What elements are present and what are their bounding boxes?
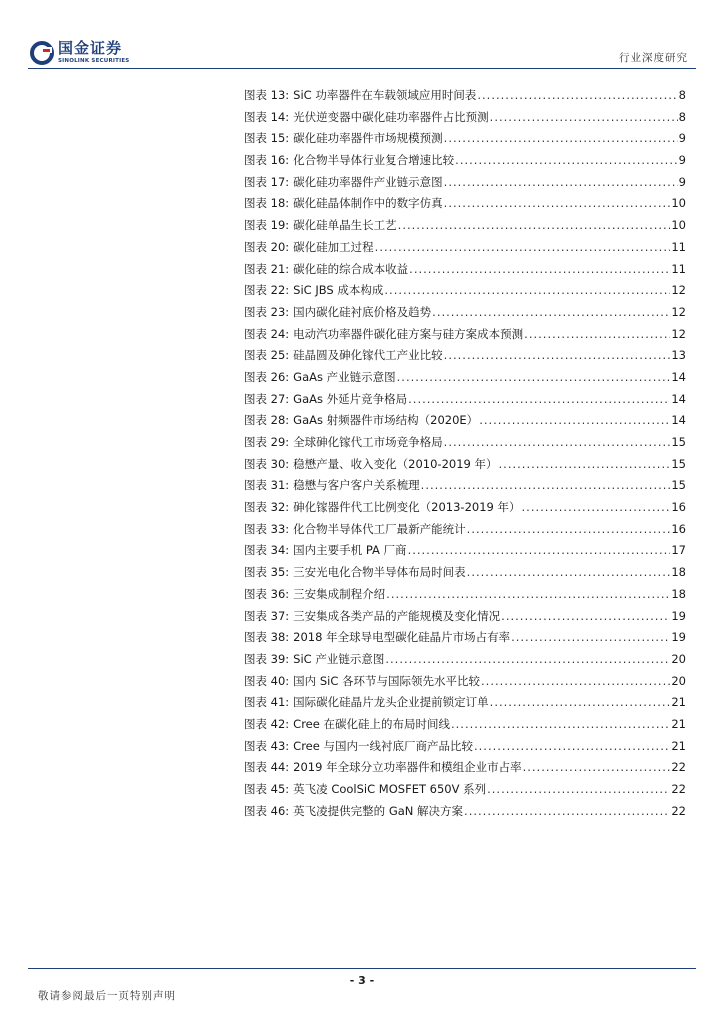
toc-figure-label: 图表 20: bbox=[244, 239, 290, 254]
header-divider bbox=[28, 68, 696, 69]
toc-page-number: 21 bbox=[671, 695, 686, 710]
toc-figure-title: 稳懋产量、收入变化（2010-2019 年） bbox=[293, 456, 498, 471]
toc-figure-title: 化合物半导体代工厂最新产能统计 bbox=[293, 521, 466, 536]
toc-entry[interactable] bbox=[244, 759, 686, 781]
toc-figure-label: 图表 22: bbox=[244, 283, 290, 298]
toc-leader-dots bbox=[467, 565, 671, 579]
toc-figure-label: 图表 35: bbox=[244, 565, 290, 580]
toc-page-number: 12 bbox=[671, 326, 686, 341]
toc-page-number: 16 bbox=[671, 521, 686, 536]
toc-figure-label: 图表 38: bbox=[244, 630, 290, 645]
toc-figure-label: 图表 21: bbox=[244, 261, 290, 276]
toc-entry[interactable] bbox=[244, 716, 686, 738]
toc-page-number: 8 bbox=[678, 88, 686, 102]
toc-entry[interactable] bbox=[244, 499, 686, 521]
toc-page-number: 14 bbox=[671, 413, 686, 428]
toc-leader-dots bbox=[490, 110, 678, 124]
toc-figure-title: 稳懋与客户客户关系梳理 bbox=[293, 478, 420, 493]
toc-figure-label: 图表 45: bbox=[244, 782, 290, 796]
toc-figure-title: 2019 年全球分立功率器件和模组企业市占率 bbox=[293, 760, 522, 775]
toc-page-number: 21 bbox=[671, 738, 686, 753]
toc-leader-dots bbox=[451, 717, 670, 731]
toc-figure-label: 图表 40: bbox=[244, 673, 290, 688]
toc-leader-dots bbox=[499, 457, 671, 471]
toc-entry[interactable] bbox=[244, 174, 686, 196]
toc-leader-dots bbox=[501, 609, 670, 623]
toc-leader-dots bbox=[477, 88, 677, 102]
toc-page-number: 11 bbox=[671, 261, 686, 276]
toc-figure-title: 国内主要手机 PA 厂商 bbox=[293, 543, 407, 558]
toc-entry[interactable] bbox=[244, 477, 686, 499]
toc-figure-label: 图表 15: bbox=[244, 131, 290, 146]
toc-leader-dots bbox=[464, 804, 670, 818]
toc-figure-label: 图表 29: bbox=[244, 435, 290, 449]
toc-page-number: 14 bbox=[671, 391, 686, 406]
toc-leader-dots bbox=[409, 262, 670, 276]
toc-page-number: 9 bbox=[678, 174, 686, 189]
toc-figure-label: 图表 41: bbox=[244, 695, 290, 710]
toc-figure-title: Cree 在碳化硅上的布局时间线 bbox=[293, 716, 450, 731]
toc-figure-label: 图表 46: bbox=[244, 803, 290, 818]
toc-leader-dots bbox=[384, 283, 670, 297]
toc-entry[interactable] bbox=[244, 651, 686, 673]
toc-figure-title: SiC JBS 成本构成 bbox=[293, 283, 384, 298]
toc-entry[interactable] bbox=[244, 673, 686, 695]
toc-page-number: 14 bbox=[671, 369, 686, 384]
toc-figure-label: 图表 44: bbox=[244, 760, 290, 775]
toc-figure-title: GaAs 射频器件市场结构（2020E） bbox=[293, 413, 479, 428]
toc-figure-title: 碳化硅功率器件市场规模预测 bbox=[293, 131, 443, 146]
toc-figure-title: 硅晶圆及砷化镓代工产业比较 bbox=[293, 348, 443, 363]
toc-page-number: 10 bbox=[671, 196, 686, 211]
toc-entry[interactable] bbox=[244, 781, 686, 803]
toc-entry[interactable] bbox=[244, 803, 686, 825]
toc-page-number: 15 bbox=[671, 435, 686, 449]
toc-entry[interactable] bbox=[244, 434, 686, 456]
toc-figure-label: 图表 26: bbox=[244, 369, 290, 384]
toc-entry[interactable] bbox=[244, 369, 686, 391]
toc-entry[interactable] bbox=[244, 261, 686, 283]
toc-figure-label: 图表 13: bbox=[244, 88, 290, 102]
toc-entry[interactable] bbox=[244, 87, 686, 109]
toc-figure-label: 图表 36: bbox=[244, 586, 290, 601]
toc-entry[interactable] bbox=[244, 391, 686, 413]
logo-english-name: SINOLINK SECURITIES bbox=[58, 58, 130, 65]
toc-figure-label: 图表 14: bbox=[244, 109, 290, 124]
toc-page-number: 18 bbox=[671, 586, 686, 601]
toc-leader-dots bbox=[444, 348, 671, 362]
toc-leader-dots bbox=[408, 543, 671, 557]
toc-figure-title: GaAs 外延片竞争格局 bbox=[293, 391, 408, 406]
toc-figure-title: GaAs 产业链示意图 bbox=[293, 369, 396, 384]
toc-figure-label: 图表 17: bbox=[244, 174, 290, 189]
toc-figure-title: 国际碳化硅晶片龙头企业提前锁定订单 bbox=[293, 695, 489, 710]
toc-page-number: 16 bbox=[671, 500, 686, 515]
toc-page-number: 12 bbox=[671, 283, 686, 298]
company-logo bbox=[30, 41, 129, 65]
toc-leader-dots bbox=[444, 175, 678, 189]
toc-page-number: 10 bbox=[671, 218, 686, 233]
toc-figure-label: 图表 34: bbox=[244, 543, 290, 558]
toc-leader-dots bbox=[524, 327, 670, 341]
toc-leader-dots bbox=[375, 240, 671, 254]
toc-page-number: 19 bbox=[671, 608, 686, 623]
toc-figure-title: 英飞凌 CoolSiC MOSFET 650V 系列 bbox=[293, 782, 487, 796]
toc-leader-dots bbox=[432, 305, 670, 319]
toc-entry[interactable] bbox=[244, 456, 686, 478]
toc-figure-title: 2018 年全球导电型碳化硅晶片市场占有率 bbox=[293, 630, 511, 645]
toc-page-number: 13 bbox=[671, 348, 686, 363]
toc-page-number: 11 bbox=[671, 239, 686, 254]
toc-entry[interactable] bbox=[244, 239, 686, 261]
toc-figure-label: 图表 27: bbox=[244, 391, 290, 406]
toc-entry[interactable] bbox=[244, 130, 686, 152]
toc-figure-title: 电动汽功率器件碳化硅方案与硅方案成本预测 bbox=[293, 326, 524, 341]
toc-entry[interactable] bbox=[244, 304, 686, 326]
toc-figure-title: 碳化硅加工过程 bbox=[293, 239, 374, 254]
disclaimer-note: 敬请参阅最后一页特别声明 bbox=[38, 990, 176, 1002]
toc-figure-title: 光伏逆变器中碳化硅功率器件占比预测 bbox=[293, 109, 489, 124]
toc-figure-label: 图表 42: bbox=[244, 716, 290, 731]
toc-leader-dots bbox=[490, 695, 671, 709]
toc-entry[interactable] bbox=[244, 217, 686, 239]
footer-divider bbox=[28, 968, 696, 969]
toc-figure-label: 图表 18: bbox=[244, 196, 290, 211]
toc-page-number: 22 bbox=[671, 782, 686, 796]
toc-figure-label: 图表 16: bbox=[244, 153, 290, 168]
toc-page-number: 18 bbox=[671, 565, 686, 580]
toc-figure-title: 三安集成各类产品的产能规模及变化情况 bbox=[293, 608, 501, 623]
toc-figure-label: 图表 24: bbox=[244, 326, 290, 341]
toc-entry[interactable] bbox=[244, 521, 686, 543]
toc-leader-dots bbox=[522, 500, 671, 514]
page-header bbox=[0, 0, 724, 70]
toc-entry[interactable] bbox=[244, 694, 686, 716]
toc-page-number: 22 bbox=[671, 760, 686, 775]
toc-figure-label: 图表 25: bbox=[244, 348, 290, 363]
toc-leader-dots bbox=[487, 782, 670, 796]
toc-figure-title: SiC 产业链示意图 bbox=[293, 651, 385, 666]
toc-figure-title: 英飞凌提供完整的 GaN 解决方案 bbox=[293, 803, 464, 818]
toc-page-number: 20 bbox=[671, 651, 686, 666]
toc-page-number: 15 bbox=[671, 478, 686, 493]
toc-page-number: 8 bbox=[678, 109, 686, 124]
toc-figure-title: 砷化镓器件代工比例变化（2013-2019 年） bbox=[293, 500, 521, 515]
toc-entry[interactable] bbox=[244, 608, 686, 630]
toc-figure-title: SiC 功率器件在车载领域应用时间表 bbox=[293, 88, 477, 102]
toc-leader-dots bbox=[444, 196, 671, 210]
toc-figure-label: 图表 30: bbox=[244, 456, 290, 471]
toc-figure-label: 图表 37: bbox=[244, 608, 290, 623]
toc-figure-title: 国内碳化硅衬底价格及趋势 bbox=[293, 304, 432, 319]
toc-leader-dots bbox=[481, 674, 670, 688]
toc-leader-dots bbox=[479, 413, 670, 427]
page-number: - 3 - bbox=[349, 974, 375, 987]
toc-page-number: 17 bbox=[671, 543, 686, 558]
toc-leader-dots bbox=[444, 435, 671, 449]
toc-page-number: 20 bbox=[671, 673, 686, 688]
toc-entry[interactable] bbox=[244, 542, 686, 564]
toc-leader-dots bbox=[397, 370, 671, 384]
toc-figure-title: 碳化硅晶体制作中的数字仿真 bbox=[293, 196, 443, 211]
toc-page-number: 9 bbox=[678, 131, 686, 146]
toc-leader-dots bbox=[523, 760, 671, 774]
toc-leader-dots bbox=[398, 218, 671, 232]
toc-figure-title: 全球砷化镓代工市场竞争格局 bbox=[293, 435, 443, 449]
toc-page-number: 19 bbox=[671, 630, 686, 645]
logo-chinese-name: 国金证券 bbox=[58, 39, 123, 58]
toc-entry[interactable] bbox=[244, 586, 686, 608]
toc-page-number: 9 bbox=[678, 153, 686, 168]
toc-page-number: 15 bbox=[671, 456, 686, 471]
toc-figure-title: 三安集成制程介绍 bbox=[293, 586, 386, 601]
toc-entry[interactable] bbox=[244, 152, 686, 174]
figure-index-list bbox=[244, 87, 686, 824]
toc-figure-label: 图表 23: bbox=[244, 304, 290, 319]
toc-page-number: 12 bbox=[671, 304, 686, 319]
toc-figure-title: 国内 SiC 各环节与国际领先水平比较 bbox=[293, 673, 481, 688]
toc-entry[interactable] bbox=[244, 326, 686, 348]
toc-figure-label: 图表 39: bbox=[244, 651, 290, 666]
toc-entry[interactable] bbox=[244, 564, 686, 586]
toc-figure-title: 化合物半导体行业复合增速比较 bbox=[293, 153, 455, 168]
toc-entry[interactable] bbox=[244, 195, 686, 217]
toc-figure-label: 图表 19: bbox=[244, 218, 290, 233]
toc-leader-dots bbox=[455, 153, 678, 167]
toc-figure-label: 图表 33: bbox=[244, 521, 290, 536]
toc-figure-title: 三安光电化合物半导体布局时间表 bbox=[293, 565, 466, 580]
toc-leader-dots bbox=[386, 587, 670, 601]
toc-figure-title: 碳化硅的综合成本收益 bbox=[293, 261, 409, 276]
toc-entry[interactable] bbox=[244, 738, 686, 760]
toc-leader-dots bbox=[474, 739, 670, 753]
toc-figure-label: 图表 43: bbox=[244, 738, 290, 753]
toc-entry[interactable] bbox=[244, 282, 686, 304]
toc-leader-dots bbox=[408, 392, 670, 406]
toc-leader-dots bbox=[385, 652, 670, 666]
toc-entry[interactable] bbox=[244, 109, 686, 131]
toc-entry[interactable] bbox=[244, 347, 686, 369]
toc-figure-title: 碳化硅单晶生长工艺 bbox=[293, 218, 397, 233]
toc-figure-title: 碳化硅功率器件产业链示意图 bbox=[293, 174, 443, 189]
toc-entry[interactable] bbox=[244, 412, 686, 434]
report-type: 行业深度研究 bbox=[619, 52, 688, 64]
toc-leader-dots bbox=[421, 478, 671, 492]
toc-leader-dots bbox=[444, 131, 678, 145]
toc-leader-dots bbox=[467, 522, 671, 536]
toc-figure-label: 图表 32: bbox=[244, 500, 290, 515]
toc-page-number: 22 bbox=[671, 803, 686, 818]
toc-figure-label: 图表 31: bbox=[244, 478, 290, 493]
toc-leader-dots bbox=[511, 630, 670, 644]
toc-entry[interactable] bbox=[244, 629, 686, 651]
toc-figure-title: Cree 与国内一线衬底厂商产品比较 bbox=[293, 738, 473, 753]
logo-icon bbox=[30, 41, 54, 65]
toc-page-number: 21 bbox=[671, 716, 686, 731]
toc-figure-label: 图表 28: bbox=[244, 413, 290, 428]
